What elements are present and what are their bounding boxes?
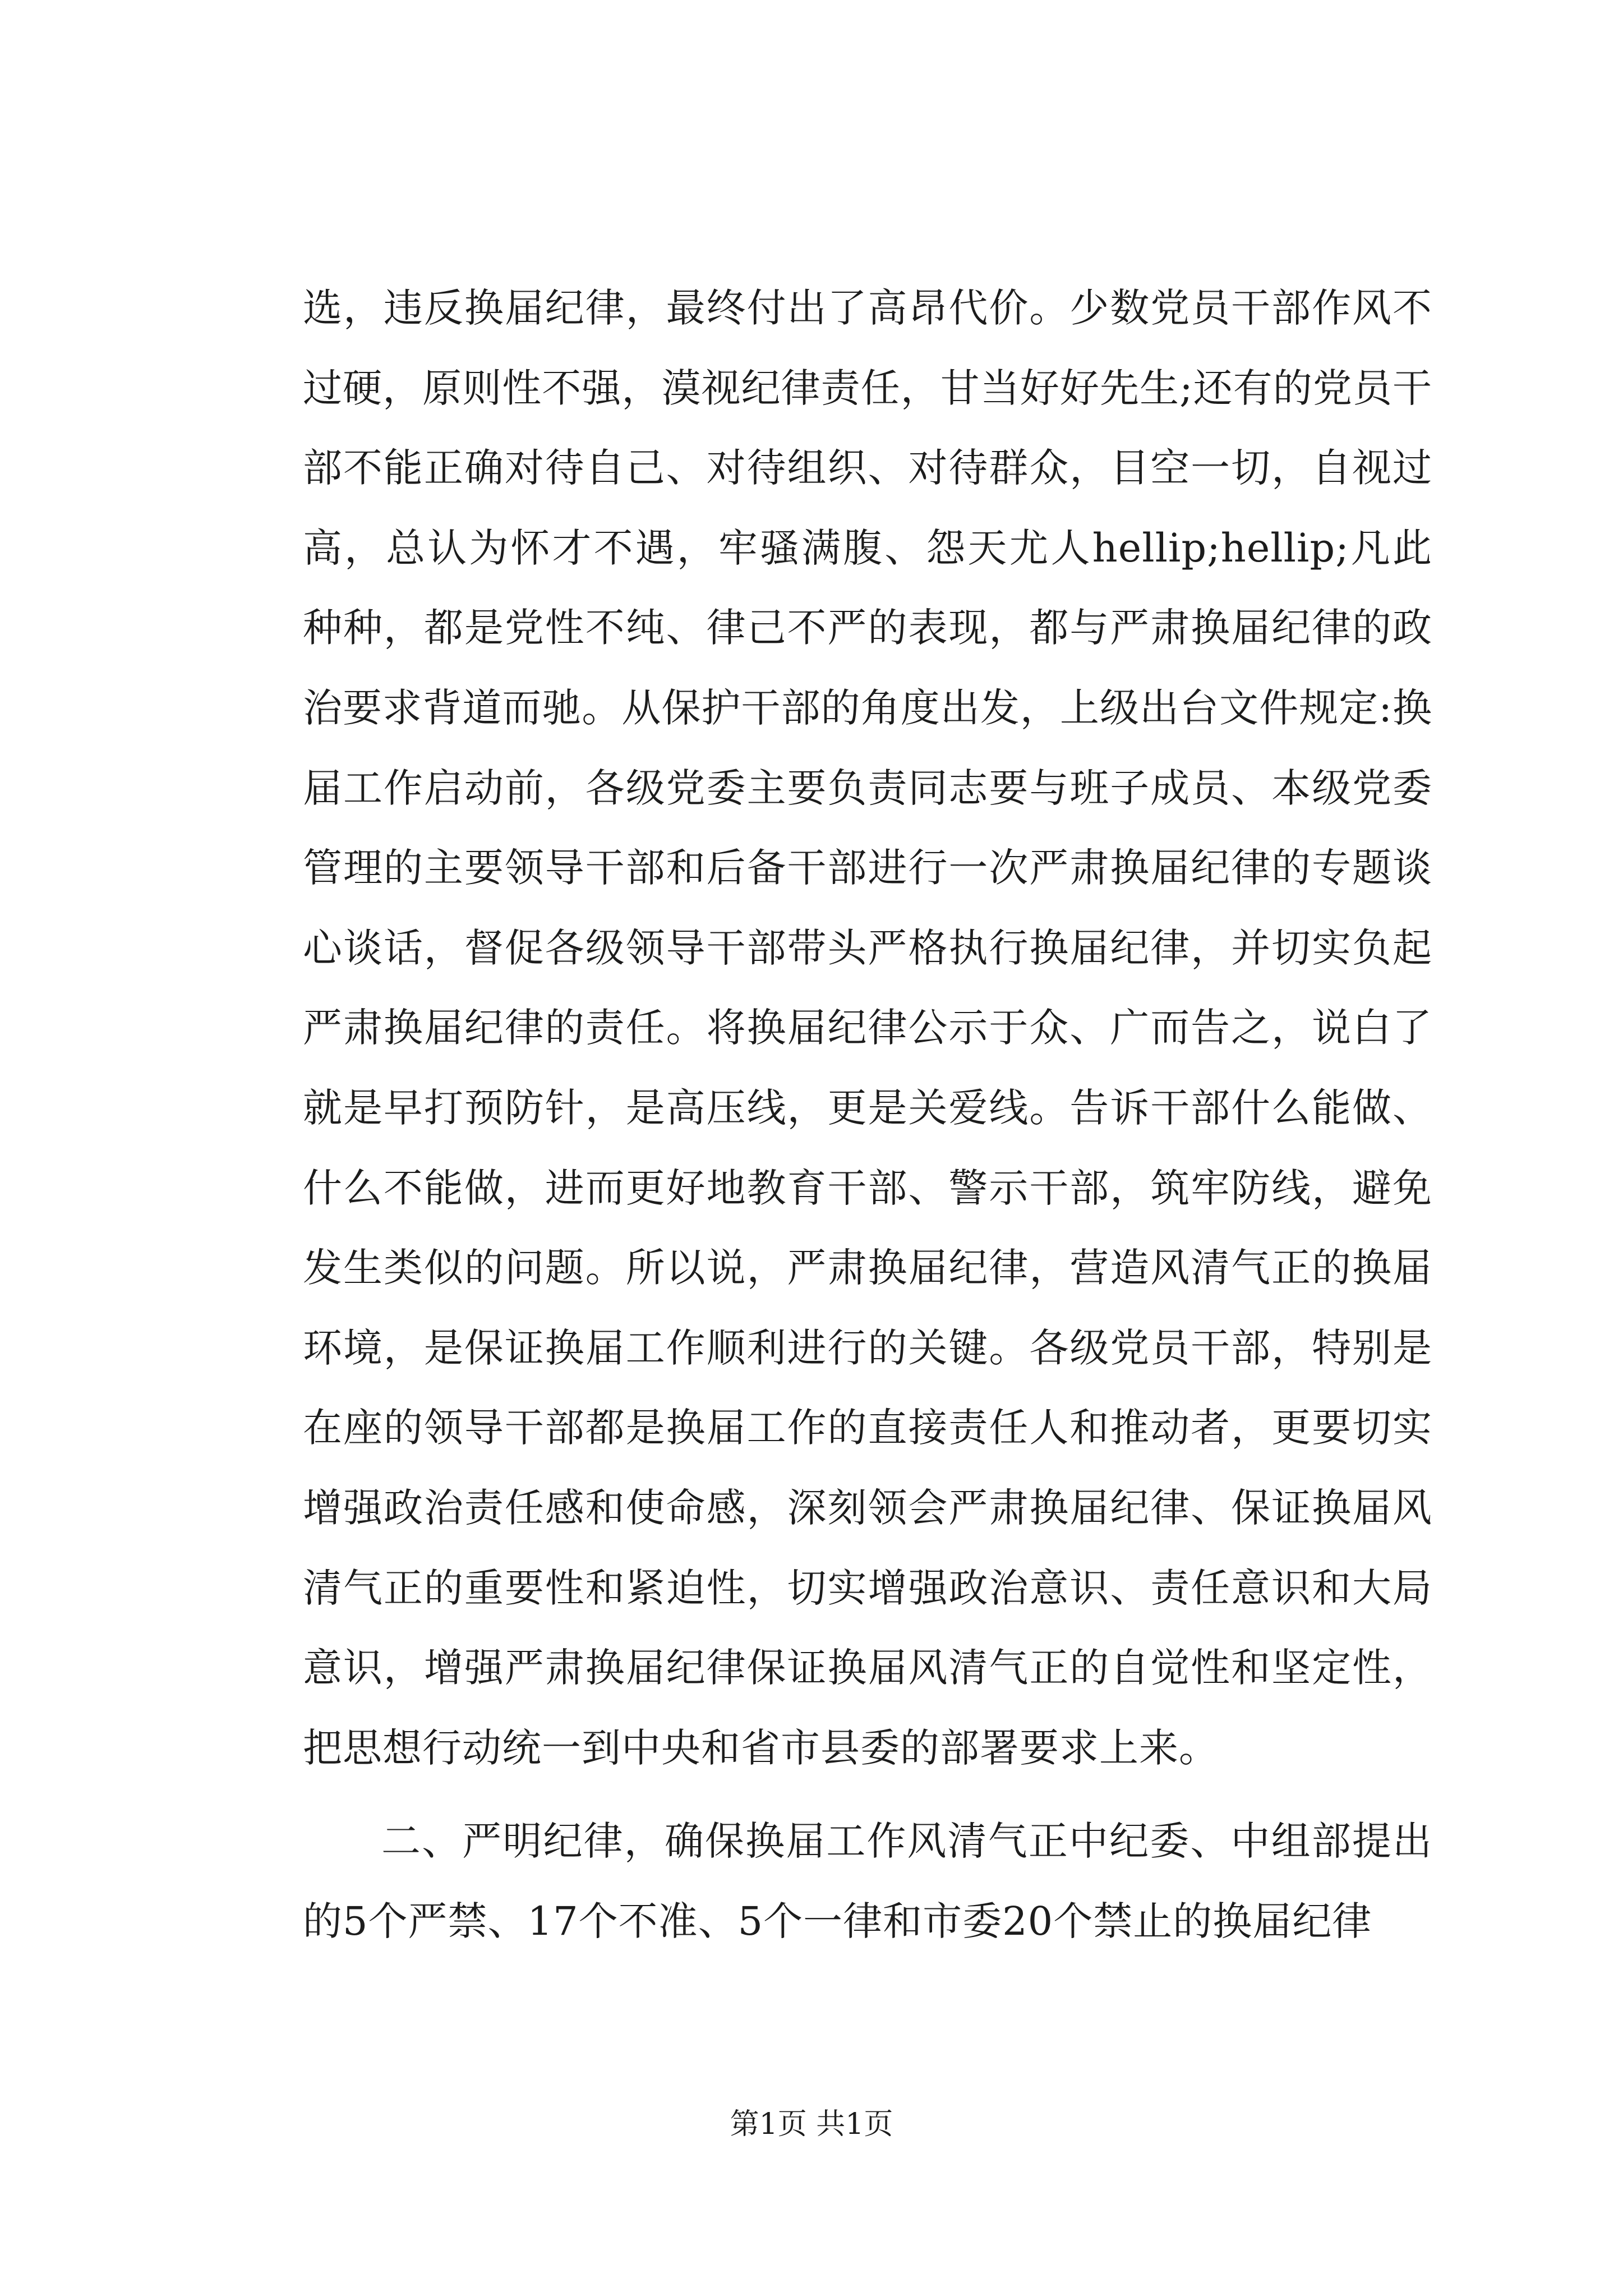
paragraph-section-two: 二、严明纪律，确保换届工作风清气正中纪委、中组部提出的5个严禁、17个不准、5个一律和市委20个禁止的换届纪律 (303, 1818, 1432, 1944)
paragraph-continuation: 选，违反换届纪律，最终付出了高昂代价。少数党员干部作风不过硬，原则性不强，漠视纪律责任，甘当好好先生;还有的党员干部不能正确对待自己、对待组织、对待群众，目空一切，自视过高，总认为怀才不遇，牢骚满腹、怨天尤人hellip;hellip;凡此种种，都是党性不纯、律己不严的表现，都与严肃换届纪律的政治要求背道而驰。从保护干部的角度出发，上级出台文件规定:换届工作启动前，各级党委主要负责同志要与班子成员、本级党委管理的主要领导干部和后备干部进行一次严肃换届纪律的专题谈心谈话，督促各级领导干部带头严格执行换届纪律，并切实负起严肃换届纪律的责任。将换届纪律公示于众、广而告之，说白了就是早打预防针，是高压线，更是关爱线。告诉干部什么能做、什么不能做，进而更好地教育干部、警示干部，筑牢防线，避免发生类似的问题。所以说，严肃换届纪律，营造风清气正的换届环境，是保证换届工作顺利进行的关键。各级党员干部，特别是在座的领导干部都是换届工作的直接责任人和推动者，更要切实增强政治责任感和使命感，深刻领会严肃换届纪律、保证换届风清气正的重要性和紧迫性，切实增强政治意识、责任意识和大局意识，增强严肃换届纪律保证换届风清气正的自觉性和坚定性，把思想行动统一到中央和省市县委的部署要求上来。 (303, 285, 1432, 1771)
document-body (303, 268, 1432, 1961)
page-footer: 第1页 共1页 (730, 2108, 893, 2141)
